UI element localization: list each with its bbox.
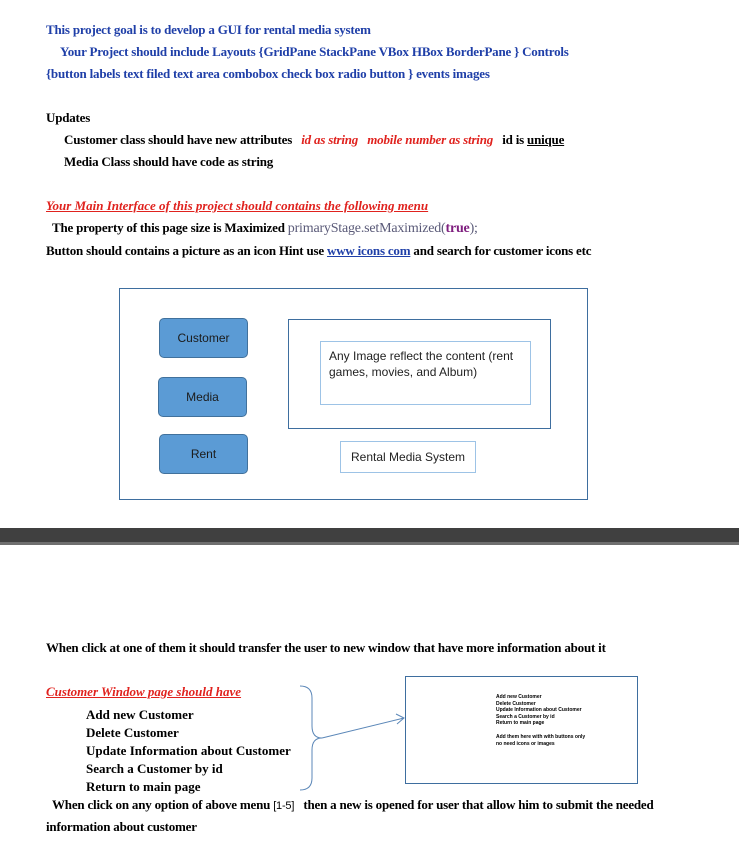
updates-heading: Updates [46, 110, 91, 125]
mock-note-2: no need icons or images [496, 740, 555, 747]
button-hint-a: Button should contains a picture as an icon Hint use [46, 243, 324, 258]
property-code-b: ); [469, 221, 478, 236]
customer-window-heading: Customer Window page should have [46, 684, 242, 699]
list-item: Search a Customer by id [86, 761, 223, 776]
media-class-line: Media Class should have code as string [64, 154, 274, 169]
property-code [288, 221, 478, 236]
footer-line-2: information about customer [46, 819, 197, 834]
property-line [52, 220, 478, 237]
customer-attr-mobile: mobile number as string [367, 132, 494, 147]
intro-line-1: This project goal is to develop a GUI for rental media system [46, 22, 371, 37]
rent-button[interactable]: Rent [159, 434, 248, 474]
mock-item: Update Information about Customer [496, 707, 582, 713]
customer-attr-prefix: Customer class should have new attributes [64, 132, 293, 147]
page-divider [0, 528, 739, 545]
footer-line-1-b: then a new is opened for user that allow him to submit the needed [303, 797, 654, 812]
image-placeholder-text: Any Image reflect the content (rent games, movies, and Album) [329, 349, 514, 379]
customer-options-list [86, 706, 291, 796]
footer-line-1 [52, 797, 654, 813]
property-prefix: The property of this page size is Maximized [52, 220, 285, 235]
mock-item: Search a Customer by id [496, 713, 555, 720]
mock-item: Delete Customer [496, 700, 536, 707]
mock-item: Return to main page [496, 720, 545, 726]
intro-line-2: Your Project should include Layouts {GridPane StackPane VBox HBox BorderPane } Controls [60, 44, 569, 59]
footer-range: [1-5] [273, 800, 295, 812]
list-item: Add new Customer [86, 707, 194, 722]
customer-window-mock [405, 676, 638, 784]
button-hint-line [46, 243, 591, 259]
mock-note-1: Add them here with with buttons only [496, 734, 586, 740]
curly-brace [300, 686, 322, 790]
list-item: Delete Customer [86, 725, 179, 740]
list-item: Update Information about Customer [86, 743, 291, 758]
media-button[interactable]: Media [158, 377, 247, 417]
customer-button[interactable]: Customer [159, 318, 248, 358]
property-code-a: primaryStage.setMaximized( [287, 221, 446, 236]
button-hint-b: and search for customer icons etc [413, 243, 592, 258]
customer-attr-id: id as string [301, 132, 359, 147]
intro-line-3: {button labels text filed text area combobox check box radio button } events images [46, 66, 490, 81]
customer-attr-unique: unique [527, 132, 565, 147]
title-label: Rental Media System [351, 450, 466, 464]
list-item: Return to main page [86, 779, 201, 794]
arrow-line [322, 718, 404, 738]
mock-item: Add new Customer [496, 694, 542, 700]
brace-arrow-graphic [290, 678, 410, 796]
property-code-kw: true [445, 221, 470, 236]
title-label-box [340, 441, 476, 473]
customer-attr-suffix: id is [502, 132, 524, 147]
customer-attributes-line [64, 132, 564, 148]
icons-link[interactable]: www icons com [327, 243, 411, 258]
image-placeholder [320, 341, 531, 405]
main-interface-heading: Your Main Interface of this project should contains the following menu [46, 198, 429, 213]
footer-line-1-a: When click on any option of above menu [52, 797, 271, 812]
transfer-text: When click at one of them it should transfer the user to new window that have more information about it [46, 640, 606, 655]
